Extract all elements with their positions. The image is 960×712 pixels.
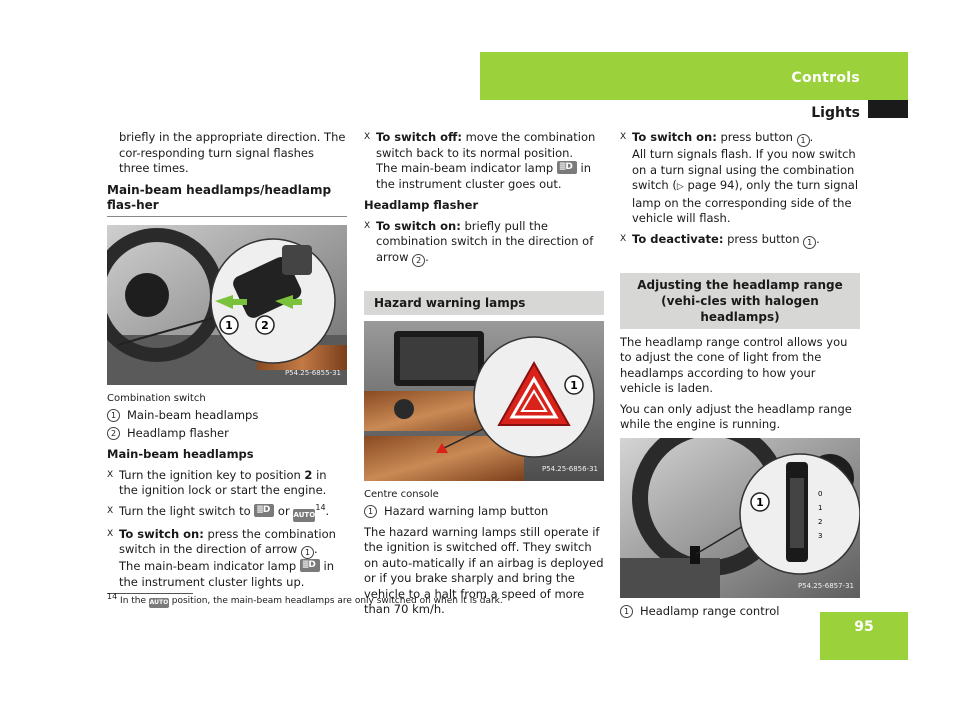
legend-text: Headlamp range control	[640, 603, 780, 618]
main-beam-indicator-icon	[557, 161, 577, 174]
step-text: The main-beam indicator lamp	[376, 161, 557, 175]
step-flasher-on	[364, 219, 604, 267]
step-position: 2	[304, 467, 313, 482]
step-hazard-on	[620, 130, 860, 227]
hazard-paragraph: The hazard warning lamps still operate if the ignition is switched off. They switch on auto-matically if an airbag is deployed or if you brake sharply and bring the vehicle to a halt from a speed of more than 70 km/h.	[364, 524, 604, 616]
step-text: .	[313, 542, 318, 556]
callout-1: 1	[225, 318, 233, 332]
step-ignition	[107, 468, 347, 499]
auto-icon: AUTO	[293, 509, 315, 522]
auto-icon: AUTO	[149, 599, 169, 606]
step-text: or	[274, 503, 294, 518]
step-text: briefly pull the combination switch in the direction of arrow	[376, 218, 594, 264]
scale-label-0: 0	[818, 489, 823, 498]
legend-number-1: 1	[107, 409, 120, 422]
centre-console-illustration	[364, 321, 604, 481]
legend-text: Headlamp flasher	[127, 425, 229, 440]
legend-number-1: 1	[364, 505, 377, 518]
footnote-divider	[107, 593, 193, 594]
step-text: Turn the ignition key to position	[119, 467, 305, 482]
section-heading-main-beam: Main-beam headlamps	[107, 447, 254, 461]
section-heading-flasher: Headlamp flasher	[364, 198, 479, 212]
combination-switch-image	[107, 225, 347, 385]
inline-callout-2: 2	[412, 254, 425, 267]
image-code: P54.25-6856-31	[541, 465, 598, 473]
legend-item-1	[107, 408, 347, 424]
step-label: To switch on:	[632, 130, 717, 144]
main-beam-indicator-icon	[300, 559, 320, 572]
intro-text: briefly in the appropriate direction. The cor-responding turn signal flashes three times.	[119, 130, 346, 175]
combination-switch-illustration	[107, 225, 347, 385]
step-marker-icon: X	[364, 132, 371, 142]
inline-callout-1: 1	[803, 236, 816, 249]
section-bar-headlamp-range: Adjusting the headlamp range (vehi-cles with halogen headlamps)	[620, 273, 860, 329]
step-marker-icon: X	[107, 505, 114, 516]
callout-2: 2	[261, 318, 269, 332]
step-label: To switch on:	[119, 526, 204, 541]
footnote-text: position, the main-beam headlamps are only switched on when it is dark.	[168, 596, 503, 606]
step-light-switch: X Turn the light switch to ≣D or AUTO$^{14}$.	[107, 504, 347, 522]
range-paragraph-2: You can only adjust the headlamp range while the engine is running.	[620, 401, 852, 431]
inline-callout-1: 1	[301, 546, 314, 559]
image-caption: Combination switch	[107, 392, 206, 404]
footnote-number: 14	[107, 592, 118, 601]
footnote-ref: 14	[315, 502, 326, 512]
section-heading-main-beam-flasher: Main-beam headlamps/headlamp flas-her	[107, 183, 347, 217]
step-text: All turn signals flash. If you now switch on a turn signal using the combination switch (	[632, 147, 856, 192]
step-hazard-off	[620, 232, 860, 249]
footnote-text: In the	[117, 596, 149, 606]
step-marker-icon: X	[364, 220, 371, 231]
step-text: .	[809, 130, 814, 144]
step-text: press button	[723, 231, 804, 246]
step-text: in the instrument cluster goes out.	[376, 161, 592, 191]
legend-item-2	[107, 426, 347, 442]
step-switch-off	[364, 130, 604, 192]
page-number: 95	[854, 619, 874, 635]
step-text: .	[816, 231, 820, 246]
step-text: The main-beam indicator lamp	[119, 559, 300, 573]
image-code: P54.25-6855-31	[284, 369, 341, 377]
legend-text: Main-beam headlamps	[127, 408, 259, 422]
step-marker-icon: X	[620, 132, 627, 142]
step-text: ), only the turn signal lamp on the corresponding side of the vehicle will flash.	[632, 178, 859, 225]
section-bar-hazard: Hazard warning lamps	[364, 291, 604, 315]
centre-console-image	[364, 321, 604, 481]
legend-number-1: 1	[620, 605, 633, 618]
scale-label-3: 3	[818, 531, 823, 540]
step-switch-on	[107, 527, 347, 591]
step-text: move the combination switch back to its normal position.	[376, 130, 596, 160]
scale-label-1: 1	[818, 503, 823, 512]
range-paragraph-1: The headlamp range control allows you to adjust the cone of light from the headlamps according to how your vehicle is laden.	[620, 334, 848, 395]
section-title: Controls	[791, 70, 860, 86]
legend-item-1	[364, 504, 604, 520]
step-marker-icon: X	[107, 469, 114, 480]
image-caption: Centre console	[364, 488, 439, 500]
page-ref-icon: ▷	[676, 182, 684, 192]
header-black-tab	[868, 100, 908, 118]
scale-label-2: 2	[818, 517, 823, 526]
step-text: press button	[716, 130, 797, 144]
main-beam-icon	[254, 504, 274, 517]
step-text: in the instrument cluster lights up.	[119, 559, 335, 589]
headlamp-range-image	[620, 438, 860, 598]
step-marker-icon: X	[107, 528, 114, 539]
step-text: .	[425, 249, 429, 264]
column-2	[364, 130, 604, 623]
footnote	[107, 592, 503, 608]
legend-number-2: 2	[107, 427, 120, 440]
column-1	[107, 130, 347, 595]
step-label: To switch off:	[376, 130, 462, 144]
callout-1: 1	[570, 378, 578, 392]
step-label: To switch on:	[376, 218, 461, 233]
column-3	[620, 130, 860, 621]
subsection-title: Lights	[811, 105, 860, 121]
inline-callout-1: 1	[797, 134, 810, 147]
headlamp-range-illustration	[620, 438, 860, 598]
step-text: in the ignition lock or start the engine.	[119, 467, 327, 497]
step-text: Turn the light switch to	[119, 503, 255, 518]
page-ref-link[interactable]: page 94	[687, 178, 735, 192]
image-code: P54.25-6857-31	[797, 582, 854, 590]
callout-1: 1	[756, 495, 764, 509]
step-label: To deactivate:	[632, 231, 724, 246]
legend-text: Hazard warning lamp button	[384, 504, 549, 518]
step-text: press the combination switch in the direction of arrow	[119, 526, 336, 556]
step-marker-icon: X	[620, 233, 627, 244]
